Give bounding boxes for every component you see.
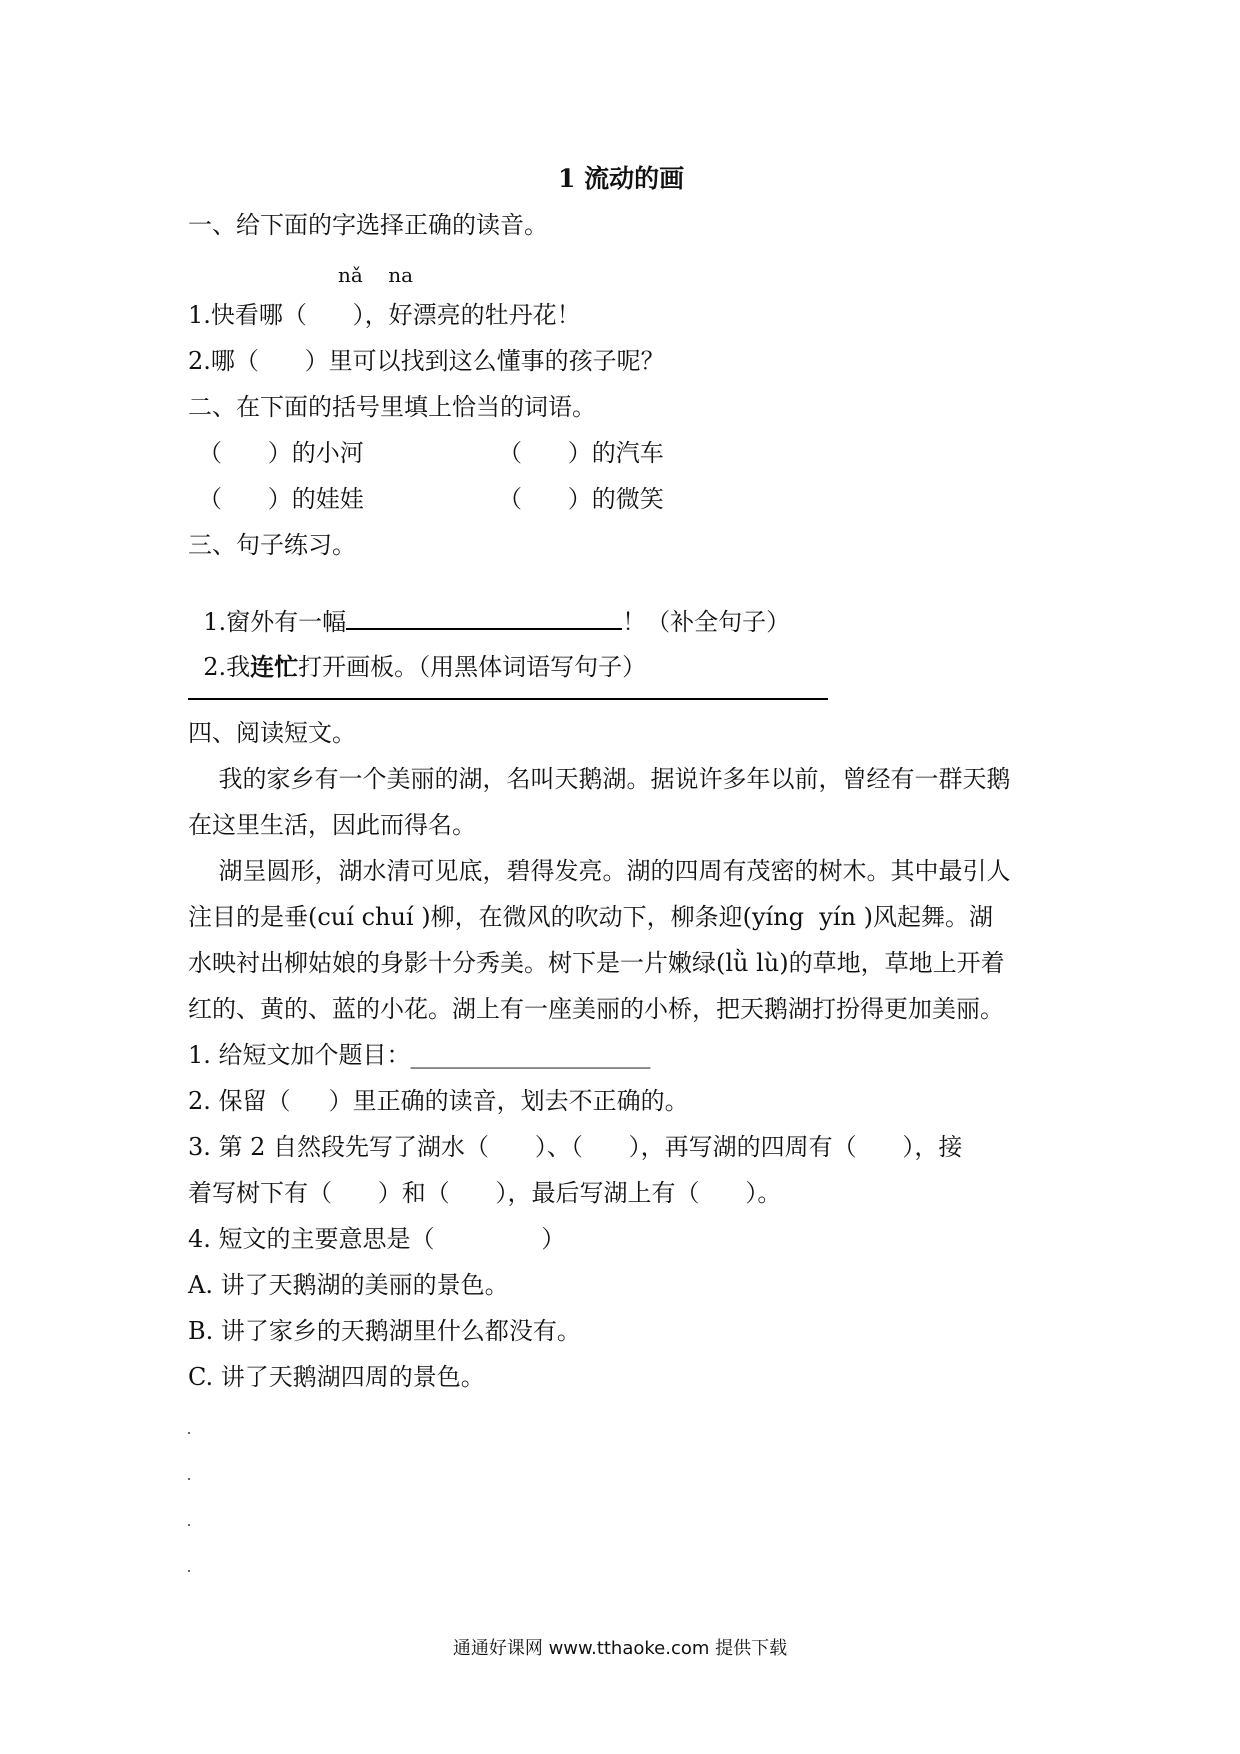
s4-question-3-cont: 着写树下有（ ）和（ ），最后写湖上有（ ）。 — [188, 1179, 782, 1207]
scan-dot — [188, 1478, 190, 1480]
pinyin-options: nǎ na — [338, 263, 414, 287]
answer-line — [188, 698, 828, 700]
s3-q1-suffix: ！（补全句子） — [622, 608, 791, 636]
section-1-heading: 一、给下面的字选择正确的读音。 — [188, 211, 548, 239]
s3-q1-prefix: 1.窗外有一幅 — [203, 608, 347, 636]
s3-q2-suffix: 打开画板。（用黑体词语写句子） — [298, 653, 647, 681]
s2-item: （ ）的娃娃 — [198, 485, 364, 513]
option-c: C. 讲了天鹅湖四周的景色。 — [188, 1363, 485, 1391]
section-3-heading: 三、句子练习。 — [188, 531, 356, 559]
s4-question-3: 3. 第 2 自然段先写了湖水（ ）、（ ），再写湖的四周有（ ），接 — [188, 1133, 963, 1161]
scan-dot — [188, 1432, 190, 1434]
option-a: A. 讲了天鹅湖的美丽的景色。 — [188, 1271, 509, 1299]
s4-question-1: 1. 给短文加个题目：____________________ — [188, 1041, 651, 1069]
section-4-heading: 四、阅读短文。 — [188, 719, 356, 747]
s3-q2-prefix: 2.我 — [203, 653, 251, 681]
bold-word: 连忙 — [250, 652, 299, 681]
option-b: B. 讲了家乡的天鹅湖里什么都没有。 — [188, 1317, 581, 1345]
scan-dot — [188, 1524, 190, 1526]
footer: 通通好课网 www.tthaoke.com 提供下载 — [452, 1638, 788, 1659]
passage-line: 注目的是垂(cuí chuí )柳，在微风的吹动下，柳条迎(yíng yín )风起舞。湖 — [188, 903, 993, 931]
s3-question-2 — [188, 622, 646, 682]
passage-line: 在这里生活，因此而得名。 — [188, 811, 476, 839]
passage-line: 红的、黄的、蓝的小花。湖上有一座美丽的小桥，把天鹅湖打扮得更加美丽。 — [188, 995, 1004, 1023]
s2-item: （ ）的微笑 — [498, 485, 664, 513]
s4-question-2: 2. 保留（ ）里正确的读音，划去不正确的。 — [188, 1087, 689, 1115]
passage-line: 水映衬出柳姑娘的身影十分秀美。树下是一片嫩绿(lǜ lù)的草地，草地上开着 — [188, 949, 1005, 977]
s1-question-2: 2.哪（ ）里可以找到这么懂事的孩子呢？ — [188, 347, 665, 375]
s2-item: （ ）的汽车 — [498, 439, 664, 467]
passage-line: 湖呈圆形，湖水清可见底，碧得发亮。湖的四周有茂密的树木。其中最引人 — [188, 857, 1011, 885]
s2-item: （ ）的小河 — [198, 439, 364, 467]
passage-line: 我的家乡有一个美丽的湖，名叫天鹅湖。据说许多年以前，曾经有一群天鹅 — [188, 765, 1011, 793]
scan-dot — [188, 1570, 190, 1572]
s4-question-4: 4. 短文的主要意思是（ ） — [188, 1225, 566, 1253]
s1-question-1: 1.快看哪（ ），好漂亮的牡丹花！ — [188, 301, 581, 329]
page-title: 1 流动的画 — [558, 164, 685, 193]
section-2-heading: 二、在下面的括号里填上恰当的词语。 — [188, 393, 596, 421]
